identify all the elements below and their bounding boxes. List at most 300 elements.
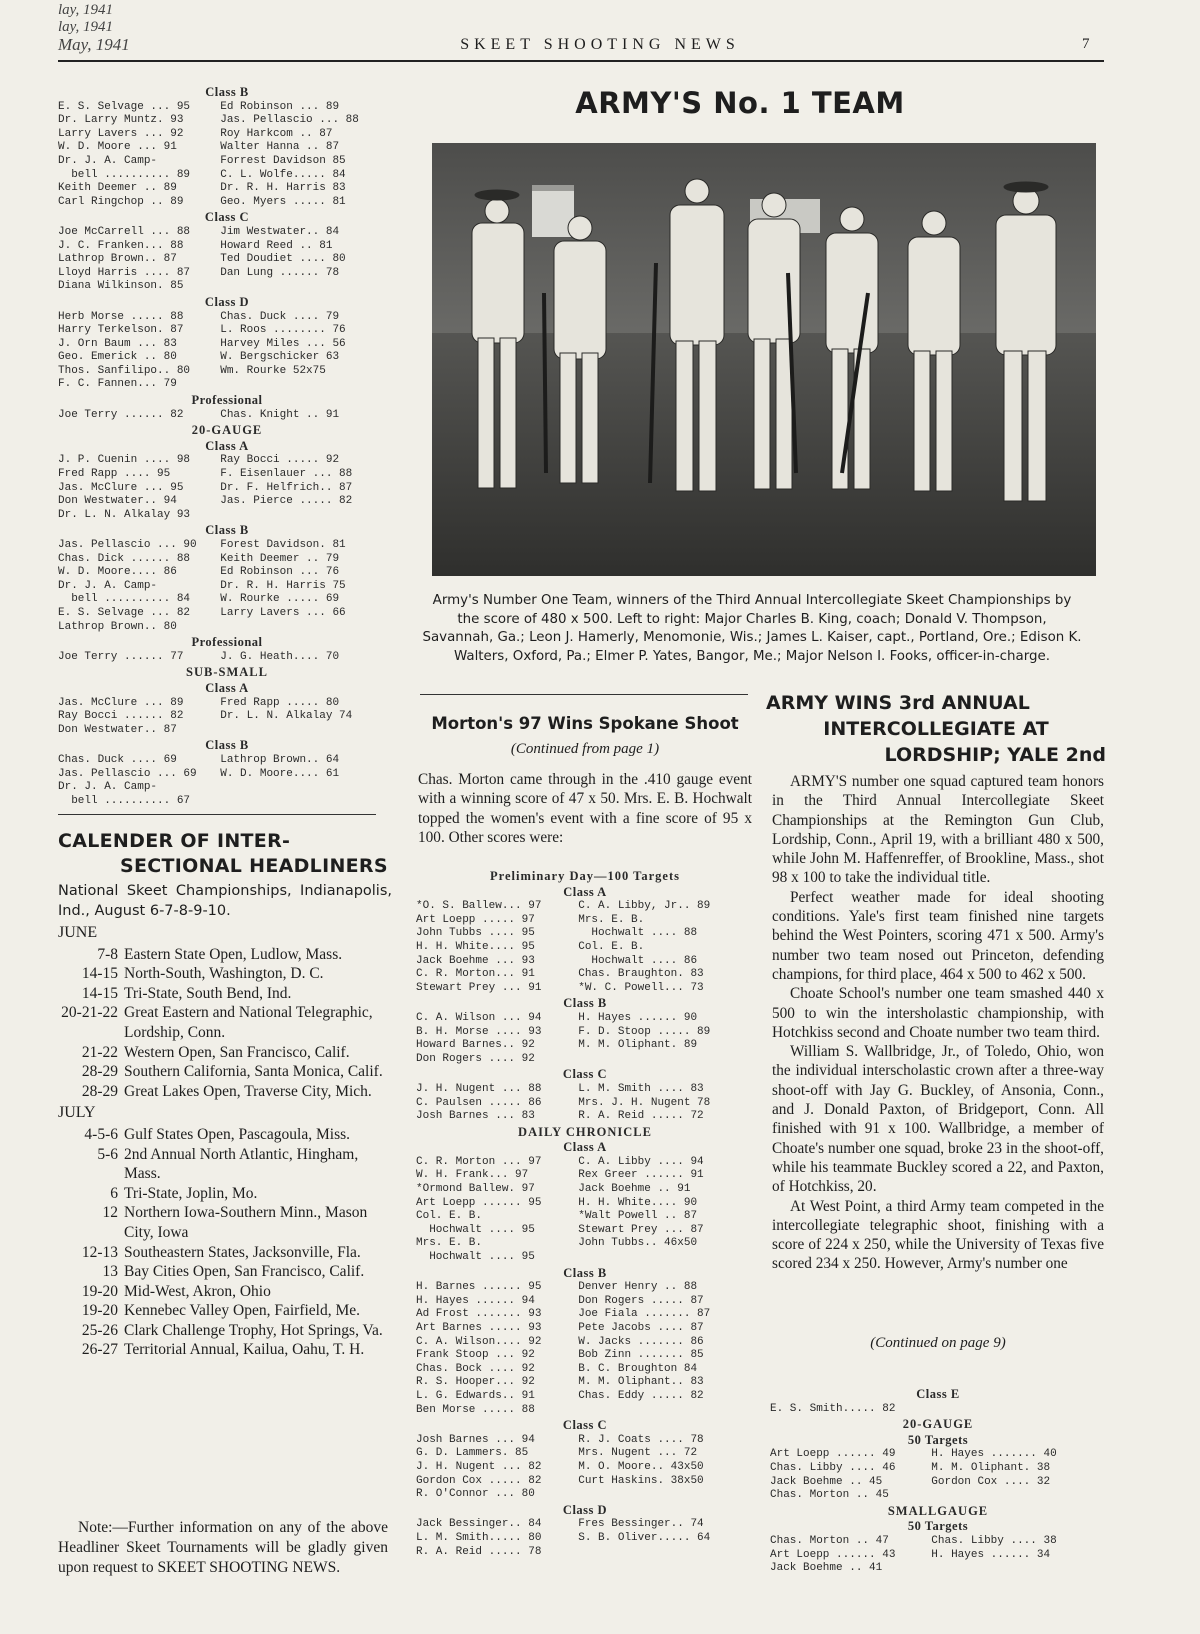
score-row: [58, 338, 396, 352]
event-name: Bay Cities Open, San Francisco, Calif.: [124, 1263, 365, 1281]
score-row: [58, 539, 396, 553]
score-entry: J. C. Franken... 88: [58, 239, 184, 252]
score-row: [58, 169, 396, 183]
score-entry: Denver Henry .. 88: [578, 1281, 698, 1294]
score-entry: Lathrop Brown.. 80: [58, 620, 177, 633]
score-entry: Fred Rapp .... 95: [58, 468, 171, 481]
event-name: Southern California, Santa Monica, Calif.: [124, 1063, 383, 1081]
event-name: Southeastern States, Jacksonville, Fla.: [124, 1243, 361, 1261]
score-entry: H. Hayes ....... 40: [931, 1448, 1057, 1461]
score-entry: R. O'Connor ... 80: [416, 1488, 535, 1501]
score-entry: Gordon Cox ..... 82: [416, 1474, 542, 1487]
score-entry: Hochwalt .... 95: [416, 1251, 535, 1264]
score-entry: R. A. Reid ..... 72: [578, 1110, 704, 1123]
event-dates: 12: [102, 1204, 118, 1222]
score-entry: E. S. Smith..... 82: [770, 1402, 896, 1415]
score-entry: *O. S. Ballew... 97: [416, 900, 542, 913]
score-class-heading: Class B: [563, 1265, 607, 1280]
score-row: [770, 1549, 1106, 1563]
score-entry: Chas. Duck .... 79: [220, 310, 340, 323]
score-entry: Dr. F. Helfrich.. 87: [220, 481, 353, 494]
score-row: [416, 1295, 754, 1309]
score-entry: Ray Bocci ...... 82: [58, 710, 184, 723]
score-row: [770, 1535, 1106, 1549]
score-row: [770, 1403, 1106, 1417]
score-entry: [220, 781, 396, 795]
score-row: [58, 311, 396, 325]
score-row: [416, 1518, 754, 1532]
score-entry: Art Loepp ..... 97: [416, 913, 535, 926]
score-class-heading: Class E: [916, 1387, 960, 1401]
score-tables-left: [58, 84, 396, 808]
score-class-heading: Class C: [204, 210, 250, 225]
event-dates: 14-15: [81, 965, 118, 983]
score-entry: Howard Barnes.. 92: [416, 1039, 535, 1052]
score-entry: Jas. Pellascio ... 69: [58, 767, 197, 780]
score-entry: Mrs. Nugent ... 72: [578, 1447, 698, 1460]
event-dates: 19-20: [81, 1282, 118, 1300]
score-entry: W. Jacks ....... 86: [578, 1335, 704, 1348]
calendar-note: Note:—Further information on any of the above Headliner Skeet Tournaments will be gladly given upon request to SKEET SHOOTING NEWS.: [58, 1519, 388, 1576]
score-row: [770, 1489, 1106, 1503]
score-entry: [220, 509, 396, 523]
article-paragraph: Perfect weather made for ideal shooting conditions. Yale's first team finished nine targets behind the West Pointers, scoring 471 x 500. Army's number two team nosed out Princeton, defending champions, for third place, 464 x 500 to 462 x 500.: [772, 888, 1104, 983]
score-entry: Josh Barnes ... 83: [416, 1110, 535, 1123]
event-dates: 28-29: [81, 1082, 118, 1100]
article-paragraph: ARMY'S number one squad captured team honors in the Third Annual Intercollegiate Skeet Championships at the Remington Gun Club, Lordship, Conn., April 19, with a brilliant 480 x 500, while John M. Haffenreffer, of Brookline, Mass., shot 98 x 100 to take the individual title.: [772, 773, 1104, 887]
calendar-heading-line: CALENDER OF INTER-: [58, 830, 291, 852]
score-class-heading: Class B: [205, 523, 249, 538]
intercollegiate-title-line: LORDSHIP; YALE 2nd: [884, 744, 1106, 766]
score-entry: G. D. Lammers. 85: [416, 1447, 529, 1460]
score-row: [416, 1053, 754, 1067]
score-row: [58, 196, 396, 210]
score-row: [416, 955, 754, 969]
score-entry: Roy Harkcom .. 87: [220, 127, 333, 140]
score-row: [58, 155, 396, 169]
score-entry: [220, 621, 396, 635]
calendar-event: [58, 1062, 392, 1082]
divider: [58, 814, 376, 815]
score-entry: Keith Deemer .. 79: [220, 552, 340, 565]
score-class-heading: Class A: [563, 884, 607, 899]
score-row: [58, 566, 396, 580]
calendar-months: [58, 923, 392, 1360]
score-entry: Don Westwater.. 94: [58, 495, 177, 508]
score-row: [416, 1224, 754, 1238]
score-entry: *Ormond Ballew. 97: [416, 1183, 535, 1196]
score-entry: Joe Terry ...... 77: [58, 650, 184, 663]
score-entry: M. M. Oliphant. 38: [931, 1461, 1051, 1474]
score-row: [58, 710, 396, 724]
score-entry: Dr. J. A. Camp-: [58, 579, 158, 592]
score-entry: Dan Lung ...... 78: [220, 266, 340, 279]
score-row: [416, 968, 754, 982]
score-row: [770, 1448, 1106, 1462]
score-row: [416, 1026, 754, 1040]
score-entry: C. A. Wilson ... 94: [416, 1011, 542, 1024]
score-entry: *W. C. Powell... 73: [578, 981, 704, 994]
score-entry: L. M. Smith..... 80: [416, 1531, 542, 1544]
score-entry: Art Loepp ...... 95: [416, 1196, 542, 1209]
score-entry: W. H. Frank... 97: [416, 1169, 529, 1182]
score-row: [58, 468, 396, 482]
score-entry: E. S. Selvage ... 95: [58, 100, 191, 113]
score-entry: Jack Boehme ... 93: [416, 954, 535, 967]
intercollegiate-title-line: ARMY WINS 3rd ANNUAL: [766, 692, 1030, 714]
score-entry: Hochwalt .... 95: [416, 1223, 535, 1236]
score-row: [416, 1546, 754, 1560]
score-row: [416, 1197, 754, 1211]
calendar-event: [58, 1145, 392, 1184]
event-name: Mid-West, Akron, Ohio: [124, 1282, 271, 1300]
score-entry: Lathrop Brown.. 87: [58, 253, 177, 266]
score-entry: W. Rourke ..... 69: [220, 593, 340, 606]
score-entry: Chas. Braughton. 83: [578, 968, 704, 981]
score-entry: Don Rogers .... 92: [416, 1052, 535, 1065]
score-entry: H. H. White.... 90: [578, 1196, 698, 1209]
event-name: Tri-State, South Bend, Ind.: [124, 984, 292, 1002]
article-paragraph: At West Point, a third Army team competed in the intercollegiate telegraphic shoot, finishing with a score of 224 x 250, while the University of Texas five scored 234 x 250. However, Army's number one: [772, 1197, 1104, 1273]
score-entry: Jack Boehme .. 45: [770, 1475, 883, 1488]
event-name: Great Eastern and National Telegraphic, Lordship, Conn.: [124, 1004, 373, 1041]
morton-body: Chas. Morton came through in the .410 gauge event with a winning score of 47 x 50. Mrs. E. B. Hochwalt topped the women's event with a fine score of 95 x 100. Other scores were:: [418, 771, 752, 846]
score-row: [416, 1210, 754, 1224]
article-paragraph: Choate School's number one team smashed 440 x 500 to win the intersholastic championship, with Hotchkiss second and Choate number two team third.: [772, 985, 1104, 1041]
score-row: [416, 1390, 754, 1404]
score-entry: Art Loepp ...... 49: [770, 1448, 896, 1461]
score-entry: L. M. Smith .... 83: [578, 1082, 704, 1095]
score-entry: Jack Boehme .. 41: [770, 1562, 883, 1575]
event-dates: 26-27: [81, 1341, 118, 1359]
event-name: Northern Iowa-Southern Minn., Mason City, Iowa: [124, 1204, 368, 1241]
score-entry: Harry Terkelson. 87: [58, 324, 184, 337]
score-entry: Ray Bocci ..... 92: [220, 454, 340, 467]
event-dates: 5-6: [97, 1145, 118, 1163]
score-entry: Art Barnes ..... 93: [416, 1322, 542, 1334]
score-entry: W. D. Moore.... 86: [58, 566, 177, 579]
score-entry: Walter Hanna .. 87: [220, 141, 340, 154]
score-entry: R. A. Reid ..... 78: [416, 1545, 542, 1558]
score-row: [416, 1447, 754, 1461]
score-entry: W. D. Moore.... 61: [220, 767, 340, 780]
calendar-event: [58, 1184, 392, 1204]
score-entry: Don Westwater.. 87: [58, 723, 177, 736]
score-class-heading: Class A: [563, 1140, 607, 1155]
score-entry: Frank Stoop ... 92: [416, 1349, 535, 1362]
score-entry: [578, 1053, 754, 1067]
score-row: [416, 1349, 754, 1363]
score-entry: Ad Frost ....... 93: [416, 1308, 542, 1321]
score-entry: H. H. White.... 95: [416, 940, 535, 953]
score-row: [416, 1039, 754, 1053]
score-row: [58, 378, 396, 392]
score-entry: Chas. Duck .... 69: [58, 753, 177, 766]
score-row: [416, 1251, 754, 1265]
score-entry: [578, 1251, 754, 1265]
score-entry: Dr. J. A. Camp-: [58, 781, 158, 794]
score-class-heading: Class A: [205, 680, 249, 695]
score-class-heading: 50 Targets: [907, 1519, 969, 1534]
score-entry: Art Loepp ...... 43: [770, 1548, 896, 1561]
team-photo: [432, 143, 1096, 576]
score-entry: C. A. Libby .... 94: [578, 1155, 704, 1168]
calendar-event: [58, 1282, 392, 1302]
score-entry: H. Hayes ...... 90: [578, 1011, 698, 1024]
score-entry: Gordon Cox .... 32: [931, 1475, 1051, 1488]
score-entry: Bob Zinn ....... 85: [578, 1349, 704, 1362]
calendar-heading: [58, 829, 396, 879]
score-entry: Hochwalt .... 86: [578, 954, 698, 967]
score-row: [416, 1281, 754, 1295]
score-entry: *Walt Powell .. 87: [578, 1210, 698, 1223]
event-name: North-South, Washington, D. C.: [124, 965, 324, 983]
score-row: [58, 267, 396, 281]
score-entry: Don Rogers ..... 87: [578, 1294, 704, 1307]
score-row: [416, 1308, 754, 1322]
score-entry: L. Roos ........ 76: [220, 324, 346, 337]
score-entry: [220, 378, 396, 392]
score-row: [58, 553, 396, 567]
calendar-event: [58, 1082, 392, 1102]
score-row: [58, 580, 396, 594]
score-entry: Col. E. B.: [578, 940, 645, 953]
event-name: Great Lakes Open, Traverse City, Mich.: [124, 1082, 372, 1100]
morton-continued: (Continued from page 1): [510, 741, 660, 757]
score-row: [416, 1169, 754, 1183]
score-row: [416, 1156, 754, 1170]
score-row: [416, 1322, 754, 1336]
score-row: [416, 1336, 754, 1350]
score-row: [58, 240, 396, 254]
score-entry: R. S. Hooper... 92: [416, 1376, 535, 1389]
score-row: [416, 1083, 754, 1097]
score-entry: W. D. Moore ... 91: [58, 141, 177, 154]
score-entry: Col. E. B.: [416, 1210, 483, 1223]
score-class-heading: Class B: [205, 738, 249, 753]
score-entry: Lloyd Harris .... 87: [58, 266, 191, 279]
score-row: [58, 280, 396, 294]
score-entry: C. Paulsen ..... 86: [416, 1096, 542, 1109]
score-entry: [578, 1488, 754, 1502]
score-row: [58, 226, 396, 240]
calendar-event: [58, 945, 392, 965]
score-row: [416, 1404, 754, 1418]
score-entry: [931, 1489, 1106, 1503]
score-class-heading: 20-GAUGE: [902, 1417, 974, 1432]
date-stamp: May, 1941: [58, 35, 130, 54]
calendar-event: [58, 1003, 392, 1042]
score-entry: J. P. Cuenin .... 98: [58, 454, 191, 467]
score-class-heading: SUB-SMALL: [186, 665, 268, 680]
score-entry: Forrest Davidson 85: [220, 154, 346, 167]
score-entry: Chas. Libby .... 46: [770, 1461, 896, 1474]
score-entry: Stewart Prey ... 87: [578, 1223, 704, 1236]
score-entry: Lathrop Brown.. 64: [220, 753, 340, 766]
score-row: [416, 1183, 754, 1197]
score-tables-right: [770, 1386, 1106, 1576]
score-entry: J. G. Heath.... 70: [220, 650, 340, 663]
score-entry: Chas. Morton .. 47: [770, 1534, 889, 1547]
article-paragraph: William S. Wallbridge, Jr., of Toledo, Ohio, won the individual interscholastic crown after a three-way shoot-off with Jay G. Buckley, of Ansonia, Conn., and J. Donald Paxton, of Bridgeport, Conn. All finished with 91 x 100. Wallbridge, a member of Choate's number one squad, broke 23 in the shoot-off, while his teammate Buckley scored a 22, and Paxton, of Hotchkiss, 20.: [772, 1043, 1104, 1196]
score-class-heading: Preliminary Day—100 Targets: [490, 869, 680, 883]
event-name: Clark Challenge Trophy, Hot Springs, Va.: [124, 1321, 383, 1339]
score-entry: Jas. Pellascio ... 90: [58, 539, 197, 551]
score-tables-morton: [416, 868, 754, 1559]
score-entry: John Tubbs.. 46x50: [578, 1237, 698, 1250]
intercollegiate-body: [772, 772, 1104, 1274]
score-row: [416, 1097, 754, 1111]
score-row: [58, 724, 396, 738]
date-stamp: lay, 1941: [58, 19, 113, 35]
score-row: [58, 365, 396, 379]
calendar-event: [58, 1262, 392, 1282]
score-entry: Mrs. E. B.: [578, 913, 645, 926]
event-name: Western Open, San Francisco, Calif.: [124, 1043, 350, 1061]
score-entry: Ed Robinson ... 76: [220, 566, 340, 579]
score-entry: F. C. Fannen... 79: [58, 378, 177, 391]
score-row: [416, 1376, 754, 1390]
calendar-event: [58, 1301, 392, 1321]
score-entry: Mrs. E. B.: [416, 1237, 483, 1250]
score-entry: bell .......... 84: [58, 593, 191, 606]
score-entry: Larry Lavers ... 66: [220, 606, 346, 619]
score-entry: C. R. Morton ... 97: [416, 1155, 542, 1168]
score-entry: [931, 1562, 1106, 1576]
score-row: [58, 509, 396, 523]
score-entry: Chas. Knight .. 91: [220, 408, 340, 421]
running-head: SKEET SHOOTING NEWS: [460, 36, 740, 53]
score-entry: Harvey Miles ... 56: [220, 337, 346, 350]
score-entry: S. B. Oliver..... 64: [578, 1531, 711, 1544]
score-entry: Thos. Sanfilipo.. 80: [58, 364, 191, 377]
score-entry: C. L. Wolfe..... 84: [220, 168, 346, 181]
photo-caption: Army's Number One Team, winners of the Third Annual Intercollegiate Skeet Championships by the score of 480 x 500. Left to right: Major Charles B. King, coach; Donald V. Thompson, Savannah, Ga.; Leon J. Hamerly, Menomonie, Wis.; James L. Kaiser, capt., Portland, Ore.; Edison K. Walters, Oxford, Pa.; Elmer P. Yates, Bangor, Me.; Major Nelson I. Fooks, officer-in-charge.: [422, 593, 1082, 664]
score-entry: C. A. Libby, Jr.. 89: [578, 900, 711, 913]
score-entry: Jas. McClure ... 95: [58, 481, 184, 494]
score-row: [58, 651, 396, 665]
calendar-event: [58, 984, 392, 1004]
score-row: [58, 101, 396, 115]
score-row: [58, 182, 396, 196]
score-entry: Chas. Dick ...... 88: [58, 552, 191, 565]
score-entry: Larry Lavers ... 92: [58, 127, 184, 140]
score-row: [58, 482, 396, 496]
score-entry: F. D. Stoop ..... 89: [578, 1025, 711, 1038]
score-entry: Diana Wilkinson. 85: [58, 280, 184, 293]
team-photo-image: [432, 143, 1096, 576]
score-row: [58, 768, 396, 782]
score-entry: John Tubbs .... 95: [416, 927, 535, 940]
score-class-heading: Class B: [205, 85, 249, 99]
score-entry: Pete Jacobs .... 87: [578, 1322, 704, 1334]
score-entry: Dr. J. A. Camp-: [58, 154, 158, 167]
score-class-heading: Class D: [562, 1502, 608, 1517]
event-name: Gulf States Open, Pascagoula, Miss.: [124, 1125, 351, 1143]
score-entry: C. R. Morton... 91: [416, 968, 535, 981]
score-entry: Josh Barnes ... 94: [416, 1433, 535, 1446]
score-entry: M. M. Oliphant. 89: [578, 1039, 698, 1052]
score-entry: [578, 1404, 754, 1418]
intercollegiate-continued: (Continued on page 9): [870, 1335, 1006, 1351]
event-dates: 4-5-6: [84, 1125, 118, 1143]
score-entry: Ben Morse ..... 88: [416, 1403, 535, 1416]
calendar-event: [58, 1321, 392, 1341]
score-class-heading: SMALLGAUGE: [887, 1503, 989, 1518]
score-row: [58, 495, 396, 509]
score-entry: Dr. L. N. Alkalay 93: [58, 508, 191, 521]
score-entry: F. Eisenlauer ... 88: [220, 468, 353, 481]
score-entry: Jack Bessinger.. 84: [416, 1518, 542, 1531]
score-row: [416, 900, 754, 914]
divider: [420, 694, 748, 695]
score-entry: L. G. Edwards.. 91: [416, 1389, 535, 1402]
score-class-heading: Class A: [205, 438, 249, 453]
score-entry: Carl Ringchop .. 89: [58, 195, 184, 208]
score-entry: [931, 1403, 1106, 1417]
intercollegiate-title-line: INTERCOLLEGIATE AT: [823, 718, 1049, 740]
score-entry: Rex Greer ...... 91: [578, 1169, 704, 1182]
score-entry: Ted Doudiet .... 80: [220, 253, 346, 266]
event-dates: 12-13: [81, 1243, 118, 1261]
score-entry: Geo. Emerick .. 80: [58, 351, 177, 364]
calendar-month: JULY: [58, 1104, 96, 1122]
score-entry: E. S. Selvage ... 82: [58, 606, 191, 619]
calendar-month: JUNE: [58, 924, 98, 941]
score-row: [58, 253, 396, 267]
army-title: ARMY'S No. 1 TEAM: [575, 86, 905, 120]
score-entry: Curt Haskins. 38x50: [578, 1474, 704, 1487]
score-row: [416, 1532, 754, 1546]
score-entry: Herb Morse ..... 88: [58, 310, 184, 323]
calendar-list: [58, 882, 392, 1360]
score-entry: bell .......... 89: [58, 168, 191, 181]
score-row: [416, 1237, 754, 1251]
score-entry: Geo. Myers ..... 81: [220, 195, 346, 208]
score-entry: J. H. Nugent ... 82: [416, 1460, 542, 1473]
score-entry: Chas. Morton .. 45: [770, 1489, 889, 1502]
event-dates: 13: [102, 1263, 118, 1281]
score-entry: Dr. Larry Muntz. 93: [58, 114, 184, 127]
event-dates: 19-20: [81, 1302, 118, 1320]
event-dates: 21-22: [81, 1043, 118, 1061]
score-entry: [220, 280, 396, 294]
score-entry: Stewart Prey ... 91: [416, 981, 542, 994]
event-dates: 6: [110, 1184, 118, 1202]
score-entry: Jas. Pierce ..... 82: [220, 495, 353, 508]
score-row: [58, 593, 396, 607]
score-row: [58, 795, 396, 809]
score-row: [416, 1488, 754, 1502]
score-row: [58, 781, 396, 795]
event-dates: 25-26: [81, 1321, 118, 1339]
score-row: [416, 1461, 754, 1475]
score-entry: Ed Robinson ... 89: [220, 100, 340, 113]
score-entry: Wm. Rourke 52x75: [220, 364, 326, 377]
score-entry: Howard Reed .. 81: [220, 239, 333, 252]
score-row: [416, 941, 754, 955]
page-number: 7: [1082, 36, 1090, 52]
score-entry: Joe McCarrell ... 88: [58, 225, 191, 238]
score-row: [416, 914, 754, 928]
score-class-heading: Class C: [562, 1067, 608, 1082]
score-entry: Mrs. J. H. Nugent 78: [578, 1096, 711, 1109]
score-entry: B. H. Morse .... 93: [416, 1025, 542, 1038]
score-entry: Jim Westwater.. 84: [220, 225, 340, 238]
score-row: [58, 128, 396, 142]
event-dates: 28-29: [81, 1063, 118, 1081]
score-entry: Chas. Eddy ..... 82: [578, 1389, 704, 1402]
